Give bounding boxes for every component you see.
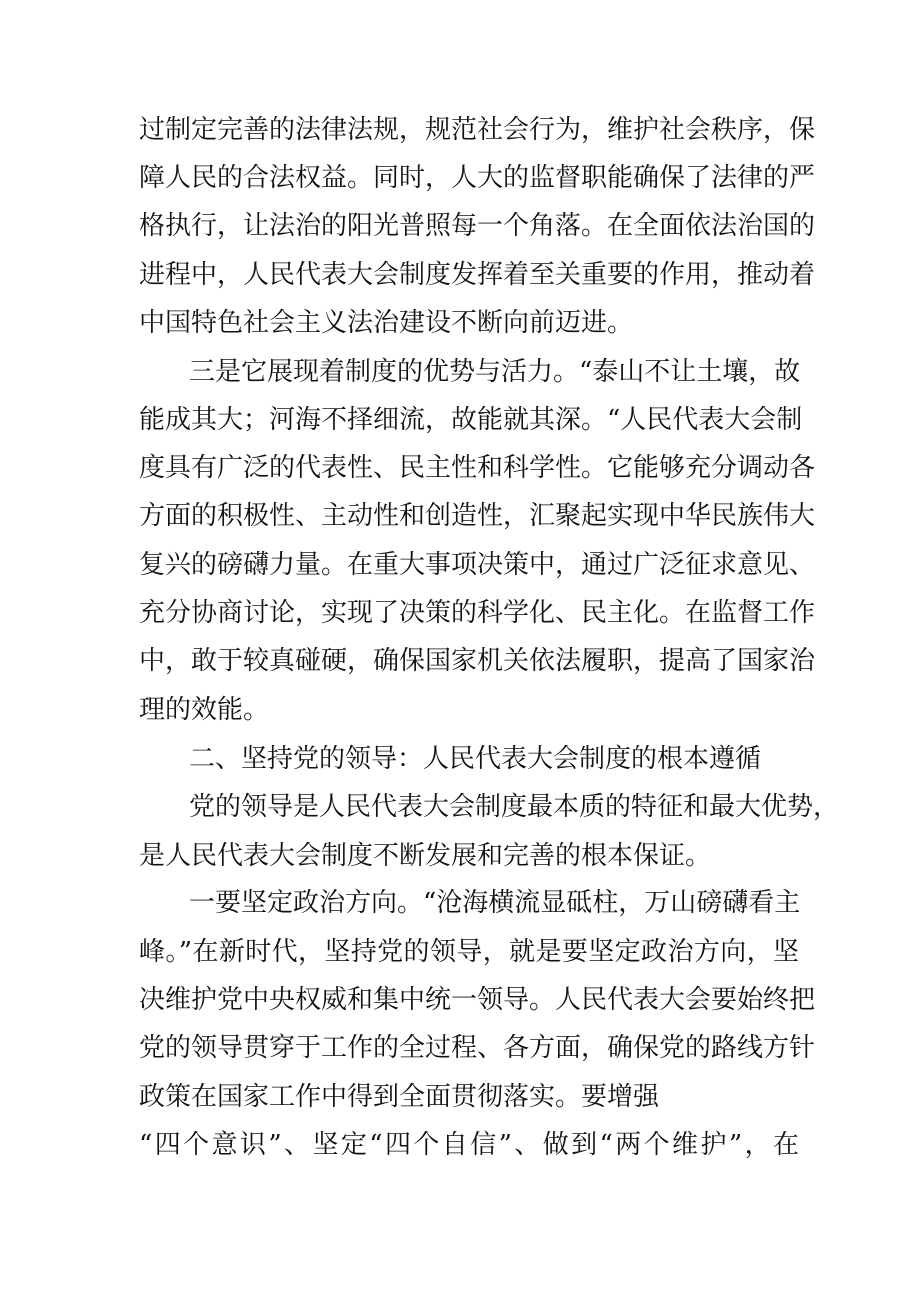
text-line: 充分协商讨论，实现了决策的科学化、民主化。在监督工作 [139,598,816,628]
paragraph-first-line: 三是它展现着制度的优势与活力。“泰山不让土壤，故 [189,357,801,387]
text-line: 理的效能。 [139,695,270,725]
text-line: 能成其大；河海不择细流，故能就其深。“人民代表大会制 [139,405,803,435]
text-line: 决维护党中央权威和集中统一领导。人民代表大会要始终把 [139,985,816,1015]
text-line: 中国特色社会主义法治建设不断向前迈进。 [139,308,634,338]
paragraph-first-line: 党的领导是人民代表大会制度最本质的特征和最大优势， [189,792,840,822]
text-line: 政策在国家工作中得到全面贯彻落实。要增强 [139,1082,660,1112]
text-line: 进程中，人民代表大会制度发挥着至关重要的作用，推动着 [139,260,816,290]
text-line: “四个意识”、坚定“四个自信”、做到“两个维护”，在 [139,1130,799,1160]
text-line: 度具有广泛的代表性、民主性和科学性。它能够充分调动各 [139,453,816,483]
text-line: 过制定完善的法律法规，规范社会行为，维护社会秩序，保 [139,115,816,145]
text-line: 方面的积极性、主动性和创造性，汇聚起实现中华民族伟大 [139,501,816,531]
text-line: 障人民的合法权益。同时，人大的监督职能确保了法律的严 [139,163,816,193]
text-line: 党的领导贯穿于工作的全过程、各方面，确保党的路线方针 [139,1033,816,1063]
text-line: 是人民代表大会制度不断发展和完善的根本保证。 [139,841,712,871]
text-line: 峰。”在新时代，坚持党的领导，就是要坚定政治方向，坚 [139,937,799,967]
text-line: 中，敢于较真碰硬，确保国家机关依法履职，提高了国家治 [139,646,816,676]
paragraph-first-line: 一要坚定政治方向。“沧海横流显砥柱，万山磅礴看主 [189,888,801,918]
text-line: 格执行，让法治的阳光普照每一个角落。在全面依法治国的 [139,211,816,241]
section-heading: 二、坚持党的领导：人民代表大会制度的根本遵循 [189,744,762,774]
text-line: 复兴的磅礴力量。在重大事项决策中，通过广泛征求意见、 [139,550,816,580]
